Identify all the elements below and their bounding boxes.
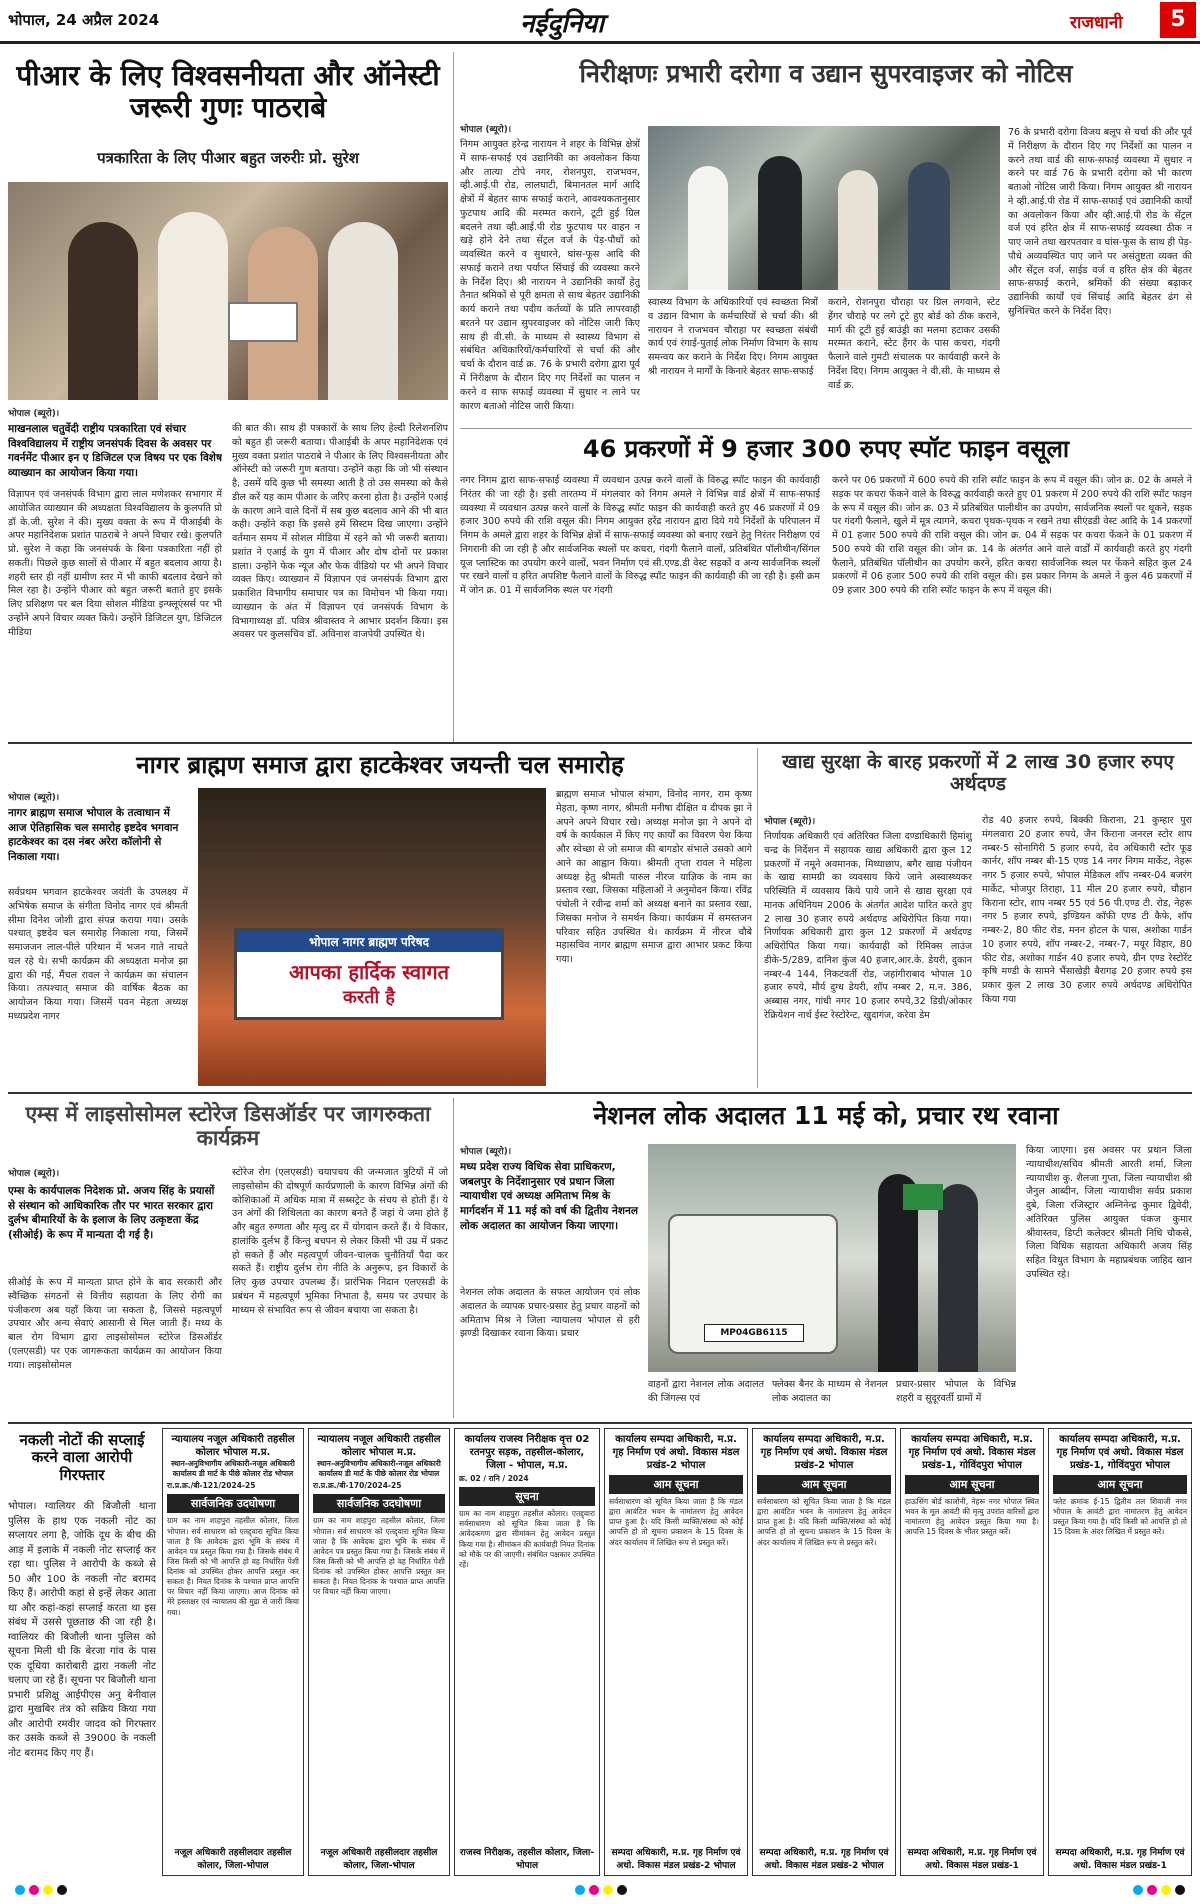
ad-body: ग्राम का नाम शाहपुरा तहसील कोलार। एतद्द्वारा सर्वसाधारण को सूचित किया जाता है कि आवेदकगण द्वारा सीमांकन हेतु आवेदन प्रस्तुत किया गया है। सीमांकन की कार्यवाही नियत दिनांक को मौके पर की जाएगी। संबंधित पक्षकार उपस्थित रहें।	[459, 1509, 595, 1569]
notice-ad-6	[900, 1428, 1044, 1876]
ad-footer: नजूल अधिकारी तहसीलदार तहसील कोलार, जिला-भोपाल	[320, 1848, 438, 1871]
ad-footer: राजस्व निरीक्षक, तहसील कोलार, जिला-भोपाल	[459, 1848, 595, 1871]
ad-header: न्यायालय नजूल अधिकारी तहसील कोलार भोपाल म.प्र.	[171, 1434, 295, 1458]
ad-ref: क्र. 02 / रानि / 2024	[459, 1474, 529, 1483]
ad-title: सार्वजनिक उदघोषणा	[167, 1494, 299, 1513]
body-text: भोपाल। ग्वालियर की बिजौली थाना पुलिस के हाथ एक नकली नोट का सप्लायर लगा है, जोकि दूध के बीच की आड़ में इलाके में नकली नोट सप्लाई कर रहा था। पुलिस ने आरोपी के कब्जे से 50 और 100 के नकली नोट बरामद किए हैं। आरोपी कहां से इन्हें लेकर आता था और कहां-कहां सप्लाई करता था इस संबंध में उससे पूछताछ की जा रही है। ग्वालियर की बिजौली थाना पुलिस को सूचना मिली थी कि बेरजा गांव के पास एक दूधिया कारोबारी द्वारा नकली नोट चलाए जा रहे हैं। सूचना पर बिजौली थाना प्रभारी प्रशिक्षु आईपीएस अनु बेनीवाल द्वारा मुखबिर तंत्र को सक्रिय किया गया और आरोपी रमवीर जादव को गिरफ्तार कर उसके कब्जे से 39000 के नकली नोट बरामद किए गए हैं।	[8, 1501, 156, 1759]
ad-header: न्यायालय नजूल अधिकारी तहसील कोलार भोपाल म.प्र.	[317, 1434, 441, 1458]
lead-text: मध्य प्रदेश राज्य विधिक सेवा प्राधिकरण, जबलपुर के निर्देशानुसार एवं प्रधान जिला न्यायाधीश एवं अध्यक्ष अमिताभ मिश्र के मार्गदर्शन में 11 मई को वर्ष की द्वितीय नेशनल लोक अदालत का आयोजन किया जाएगा।	[460, 1161, 638, 1232]
section-rule	[460, 428, 1192, 429]
ad-body: सर्वसाधारण को सूचित किया जाता है कि मंडल द्वारा आवंटित भवन के नामांतरण हेतु आवेदन प्राप्त हुआ है। यदि किसी व्यक्ति/संस्था को कोई आपत्ति हो तो सूचना प्रकाशन के 15 दिवस के अंदर कार्यालय में लिखित रूप से प्रस्तुत करें।	[609, 1497, 743, 1547]
ad-body: फ्लेट क्रमांक ई-15 द्वितीय तल शिवाजी नगर भोपाल के आवंटी द्वारा नामांतरण हेतु आवेदन प्रस्तुत किया गया है। यदि किसी को आपत्ति हो तो 15 दिवस के अंदर लिखित में प्रस्तुत करें।	[1053, 1497, 1187, 1537]
ad-title: सूचना	[459, 1487, 595, 1506]
notice-ad-7	[1048, 1428, 1192, 1876]
flag-off-photo	[648, 1144, 1016, 1372]
body-text: सर्वप्रथम भगवान हाटकेश्वर जयंती के उपलक्ष्य में अभिषेक समाज के संगीता विनोद नागर एवं श्रीमती सीमा दिनेश जोशी द्वारा संपन्न कराया गया। उसके पश्चात् इष्टदेव चल समारोह निकाला गया, जिसमें समाजजन लाल-पीले परिधान में भजन गाते नाचते चल रहे थे। सभी कार्यक्रम की अध्यक्षता मनोज झा द्वारा की गई, मैंचल रावल ने कार्यक्रम का संचालन किया। तत्पश्चात् समाज की वार्षिक बैठक का आयोजन किया गया। जिसमें पवन मेहता अध्यक्ष मध्यप्रदेश नागर	[8, 887, 188, 1022]
ad-footer: सम्पदा अधिकारी, म.प्र. गृह निर्माण एवं अधो. विकास मंडल प्रखंड-2 भोपाल	[611, 1848, 741, 1871]
body-text: स्टोरेज रोग (एलएसडी) चयापचय की जन्मजात त्रुटियों में जो लाइसोसोम की दोषपूर्ण कार्यप्रणाली के कारण विभिन्न अंगों की कोशिकाओं में अधिक मात्रा में सब्सट्रेट के संचय से होती हैं। ये उन अंगों की शिथिलता का कारण बनते हैं जहां ये जमा होते हैं और बहुत रुग्णता और मृत्यु दर में योगदान करते हैं। ये विकार, हालांकि दुर्लभ हैं किन्तु बचपन से लेकर किसी भी उम्र में प्रकट हो सकते हैं और महत्वपूर्ण जीवन-चालक चुनौतियाँ पैदा कर सकते हैं। राष्ट्रीय दुर्लभ रोग नीति के अनुरूप, इन विकारों के लिए कुछ उपचार उपलब्ध हैं। प्रारंभिक निदान एलएसडी के प्रबंधन में महत्वपूर्ण भूमिका निभाता है, समय पर उपचार के माध्यम से संभावित रूप से जीवन बचाया जा सकता है।	[232, 1167, 448, 1316]
banner-org: भोपाल नागर ब्राह्मण परिषद	[237, 931, 501, 952]
masthead: नईदुनिया	[520, 9, 604, 39]
lead-text: नागर ब्राह्मण समाज भोपाल के तत्वाधान में आज ऐतिहासिक चल समारोह इष्टदेव भगवान हाटकेश्वर का दस नंबर अरेरा कॉलोनी से निकाला गया।	[8, 807, 179, 864]
article-hatkeshwar	[8, 748, 752, 1088]
ad-title: आम सूचना	[609, 1475, 743, 1494]
headline: खाद्य सुरक्षा के बारह प्रकरणों में 2 लाख 30 हजार रुपए अर्थदण्ड	[782, 751, 1174, 795]
body-text: सीओई के रूप में मान्यता प्राप्त होने के बाद सरकारी और स्वैच्छिक संगठनों से वित्तीय सहायता के लिए रोगी का पंजीकरण अब यहाँ किया जा सकता है, जिससे महत्वपूर्ण उपचार और अन्य सेवाएं आसानी से मिल जाती हैं। मध्य के बाल रोग विभाग द्वारा लाइसोसोमल स्टोरेज डिसऑर्डर (एलएसडी) पर एक जागरूकता कार्यक्रम का आयोजन किया गया। लाइसोसोमल	[8, 1277, 222, 1371]
byline: भोपाल (ब्यूरो)।	[764, 817, 816, 827]
ad-body: सर्वसाधारण को सूचित किया जाता है कि मंडल द्वारा आवंटित भवन के नामांतरण हेतु आवेदन प्राप्त हुआ है। यदि किसी व्यक्ति/संस्था को कोई आपत्ति हो तो सूचना प्रकाशन के 15 दिवस के अंदर कार्यालय में लिखित रूप से प्रस्तुत करें।	[757, 1497, 891, 1547]
notice-ad-4	[604, 1428, 748, 1876]
ad-title: सार्वजनिक उदघोषणा	[313, 1494, 445, 1513]
headline: नागर ब्राह्मण समाज द्वारा हाटकेश्वर जयन्ती चल समारोह	[136, 751, 624, 779]
ad-footer: सम्पदा अधिकारी, म.प्र. गृह निर्माण एवं अधो. विकास मंडल प्रखंड-1	[907, 1848, 1037, 1871]
body-text: फ्लेक्स बैनर के माध्यम से नेशनल लोक अदालत का	[772, 1379, 888, 1404]
body-text: प्रचार-प्रसार भोपाल के विभिन्न शहरी व सुदूरवर्ती ग्रामों में	[896, 1379, 1016, 1404]
article-lok-adalat	[460, 1098, 1192, 1418]
byline: भोपाल (ब्यूरो)।	[460, 125, 512, 135]
ad-footer: सम्पदा अधिकारी, म.प्र. गृह निर्माण एवं अधो. विकास मंडल प्रखंड-1	[1055, 1848, 1185, 1871]
ad-ref: रा.प्र.क्र./बी-170/2024-25	[313, 1481, 402, 1491]
notice-ad-3	[454, 1428, 600, 1876]
ad-header: कार्यालय सम्पदा अधिकारी, म.प्र. गृह निर्माण एवं अधो. विकास मंडल प्रखंड-1, गोविंदपुरा भोपाल	[1056, 1434, 1184, 1471]
headline: पीआर के लिए विश्वसनीयता और ऑनेस्टी जरूरी गुणः पाठराबे	[16, 59, 440, 125]
ad-header: कार्यालय राजस्व निरीक्षक वृत्त 02 रतनपुर सड़क, तहसील-कोलार, जिला - भोपाल, म.प्र.	[464, 1434, 590, 1471]
procession-photo	[198, 788, 546, 1086]
section-rule	[8, 1422, 1192, 1424]
ad-header: कार्यालय सम्पदा अधिकारी, म.प्र. गृह निर्माण एवं अधो. विकास मंडल प्रखंड-2 भोपाल	[760, 1434, 888, 1471]
body-text: ब्राह्मण समाज भोपाल संभाग, विनोद नागर, राम कृष्ण मेहता, कृष्ण नागर, श्रीमती मनीषा दीक्षित व दीपक झा ने अपने अपने विचार रखे। अध्यक्ष मनोज झा ने अपने दो वर्ष के कार्यकाल में किए गए कार्यों का विवरण पेश किया और स्वेच्छा से जो समाज की बागडोर संभाले उसको आगे आने का आह्वान किया। श्रीमती तृप्ता रावल ने महिला अध्यक्ष हेतु श्रीमती पारुल नीरज याज्ञिक के नाम का प्रस्ताव रखा, जिसका महिलाओं ने अनुमोदन किया। रविंद्र पंचोली ने रवीन्द्र शर्मा को अध्यक्ष बनाने का प्रस्ताव रखा, जिसका मनोज ने समर्थन किया। कार्यक्रम में समस्तजन परिवार सहित उपस्थित थे। कार्यक्रम में नीरज चौबे महासचिव नागर ब्राह्मण समाज द्वारा आभार प्रकट किया गया।	[556, 789, 752, 966]
notice-ad-5	[752, 1428, 896, 1876]
article-pr	[8, 50, 448, 740]
article-aiims	[8, 1098, 448, 1418]
body-text: करने पर 06 प्रकरणों में 600 रुपये की राशि स्पॉट फाइन के रूप में वसूल की। जोन क्र. 02 के अमले ने सड़क पर कचरा फेंकने वाले के विरुद्ध कार्यवाही करते हुए 01 प्रकरण में 200 रुपये की राशि स्पॉट फाइन के रूप में वसूल की। जोन क्र. 03 में प्रतिबंधित पालीथीन का उपयोग, सार्वजनिक स्थलों पर थूकने, सड़क पर गंदगी फैलाने, खुले में मूत्र त्यागने, कचरा पृथक-पृथक न रखने तथा सीएंडडी वेस्ट आदि के 14 प्रकरणों में 01 हजार 500 रुपये की राशि वसूल की। जोन क्र. 04 में सड़क पर कचरा फेंकने के 01 प्रकरण में 500 रुपये की राशि वसूल की। जोन क्र. 14 के अंतर्गत आने वाले वार्डों में कार्यवाही करते हुए गंदगी फैलाने, प्रतिबंधित पॉलीथीन का उपयोग करने, हरित कचरा सार्वजनिक स्थल पर फेंकने सहित कुल 24 प्रकरणों में 06 हजार 500 रुपये की राशि वसूल की। इस प्रकार निगम के अमले ने कुल 46 प्रकरणों में 09 हजार 300 रुपये की राशि स्पॉट फाइन के रूप में वसूल की।	[832, 475, 1192, 597]
article-inspection	[460, 50, 1192, 425]
notice-ad-2	[308, 1428, 450, 1876]
section-rule	[8, 1092, 1192, 1094]
banner-welcome-2: करती है	[343, 987, 395, 1008]
body-text: किया जाएगा। इस अवसर पर प्रधान जिला न्यायाधीश/सचिव श्रीमती आरती शर्मा, जिला न्यायाधीश कु. शैलजा गुप्ता, जिला न्यायाधीश श्री जैनुल आब्दीन, जिला न्यायाधीश सर्वप्र प्रकाश दुबे, जिला रजिस्ट्रार अम्निनेन्द्र कुमार द्विवेदी, अतिरिक्त पुलिस आयुक्त पंकज कुमार श्रीवास्तव, डिप्टी कलेक्टर श्रीमती निधि चौकसे, जिला विधिक सहायता अधिकारी अजय सिंह सहित विधुत विभाग के महाप्रबंधक जाहिद खान उपस्थित रहे।	[1026, 1145, 1192, 1280]
ad-footer: नजूल अधिकारी तहसीलदार तहसील कोलार, जिला-भोपाल	[174, 1848, 292, 1871]
ad-title: आम सूचना	[1053, 1475, 1187, 1494]
notice-ad-1	[162, 1428, 304, 1876]
byline: भोपाल (ब्यूरो)।	[8, 1169, 60, 1179]
ad-title: आम सूचना	[905, 1475, 1039, 1494]
body-text: नेशनल लोक अदालत के सफल आयोजन एवं लोक अदालत के व्यापक प्रचार-प्रसार हेतु प्रचार वाहनों को अमिताभ मिश्र ने जिला न्यायालय भोपाल से हरी झण्डी दिखाकर रवाना किया। प्रचार	[460, 1287, 640, 1340]
ad-footer: सम्पदा अधिकारी, म.प्र. गृह निर्माण एवं अधो. विकास मंडल प्रखंड-2 भोपाल	[759, 1848, 889, 1871]
headline: नकली नोटों की सप्लाई करने वाला आरोपी गिरफ्तार	[19, 1431, 145, 1484]
inspection-photo	[648, 126, 1000, 290]
event-photo	[8, 182, 448, 400]
ad-ref: रा.प्र.क्र./बी-121/2024-25	[167, 1481, 256, 1491]
ad-subheader: स्थान-अनुविभागीय अधिकारी-नजूल अधिकारी कार्यालय डी मार्ट के पीछे कोलार रोड भोपाल	[317, 1459, 441, 1479]
article-food-safety	[764, 748, 1192, 1088]
article-spot-fine	[460, 432, 1192, 737]
welcome-banner	[234, 928, 504, 1020]
color-registration-dots	[0, 1880, 1200, 1900]
body-text: की बात की। साथ ही पत्रकारों के साथ लिए हेल्दी रिलेशनशिप को बहुत ही जरूरी बताया। पीआईबी के अपर महानिदेशक एवं मुख्य वक्ता प्रशांत पाठराबे ने पीआर के लिए विश्वसनीयता और ऑनेस्टी को जरूरी गुण बताया। उन्होंने कहा कि जो भी संस्थान है, उसमें यदि कुछ भी समस्या आती है तो उस समस्या को कैसे डील करें यह काम पीआर के जरिए करना होता है। उन्होंने एआई के कारण आने वाले दिनों में सब कुछ बदलाव आने की भी बात कही। उन्होंने कहा कि इससे हमें सिस्टम दिख जाएगा। उन्होंने वर्तमान समय में सोशल मीडिया में रहने को भी जरूरी बताया। प्रशांत ने एआई के युग में पीआर और दोष दोनों पर प्रकाश डाला। उन्होंने फेक न्यूज और फेक वीडियो पर भी अपने विचार व्यक्त किए। व्याख्यान में विज्ञापन एवं जनसंपर्क विभाग द्वारा प्रकाशित विभागीय समाचार पत्र का विमोचन भी किया गया। व्याख्यान के अंत में विज्ञापन एवं जनसंपर्क विभाग के विभागाध्यक्ष डॉ. पवित्र श्रीवास्तव ने आभार प्रदर्शन किया। इस अवसर पर कुलसचिव डॉ. अविनाश वाजपेयी उपस्थित थे।	[232, 423, 448, 641]
ad-header: कार्यालय सम्पदा अधिकारी, म.प्र. गृह निर्माण एवं अधो. विकास मंडल प्रखंड-1, गोविंदपुरा भोपाल	[908, 1434, 1036, 1471]
ad-title: आम सूचना	[757, 1475, 891, 1494]
column-divider	[453, 52, 454, 742]
byline: भोपाल (ब्यूरो)।	[8, 409, 60, 419]
byline: भोपाल (ब्यूरो)।	[8, 793, 60, 803]
ad-subheader: स्थान-अनुविभागीय अधिकारी-नजूल अधिकारी कार्यालय डी मार्ट के पीछे कोलार रोड भोपाल	[171, 1459, 295, 1479]
lead-text: माखनलाल चतुर्वेदी राष्ट्रीय पत्रकारिता एवं संचार विश्वविद्यालय में राष्ट्रीय जनसंपर्क दिवस के अवसर पर गवर्नमेंट पीआर इन ए डिजिटल एज विषय पर एक विशेष व्याख्यान का आयोजन किया गया।	[8, 423, 222, 480]
headline: एम्स में लाइसोसोमल स्टोरेज डिसऑर्डर पर जागरुकता कार्यक्रम	[25, 1102, 431, 1151]
section-rule	[8, 742, 1192, 744]
column-divider	[757, 748, 758, 1088]
body-text: नगर निगम द्वारा साफ-सफाई व्यवस्था में व्यवधान उत्पन्न करने वालों के विरुद्ध स्पॉट फाइन की कार्यवाही निरंतर की जा रही है। इसी तारतम्य में मंगलवार को निगम अमले ने विभिन्न वार्ड क्षेत्रों में साफ-सफाई व्यवस्था में व्यवधान उत्पन्न करने वालों के विरुद्ध स्पॉट फाइन की कार्यवाही करते हुए 46 प्रकरणों में 09 हजार 300 रुपये की राशि वसूल की। निगम आयुक्त हरेंद्र नारायन द्वारा दिये गये निर्देशों के परिपालन में निगम के अमले द्वारा शहर के विभिन्न क्षेत्रों में साफ-सफाई व्यवस्था को बनाए रखने हेतु निरंतर निरीक्षण एवं निगरानी की जा रही है और सार्वजनिक स्थलों पर कचरा, गंदगी फैलाने वालों, प्रतिबंधित पॉलीथीन/सिंगल यूज प्लास्टिक का उपयोग करने वालों, भवन निर्माण एवं सी.एण्ड.डी वेस्ट सड़कों व अन्य सार्वजनिक स्थलों पर रखने वालों व हरित अपशिष्ट फैलाने वालों के विरुद्ध स्पॉट फाइन की कार्यवाही की जा रही है। इसी क्रम में जोन क्र. 01 में सार्वजनिक स्थल पर गंदगी	[460, 475, 820, 597]
body-text: 76 के प्रभारी दरोगा विजय बलूप से चर्चा की और पूर्व में निरीक्षण के दौरान दिए गए निर्देशों का पालन न करने तथा वार्ड की साफ-सफाई व्यवस्था में सुधार न करने पर वार्ड 76 के प्रभारी दरोगा को भी कारण बताओ नोटिस जारी किया। निगम आयुक्त श्री नारायन ने व्ही.आई.पी रोड में साफ-सफाई एवं उद्यानिकी कार्यों का अवलोकन किया और व्ही.आई.पी रोड के सेंट्रल वर्ज एवं हरित क्षेत्र में साफ-सफाई व्यवस्था ठीक न पाए जाने तथा खरपतवार व घांस-फूस के साथ ही पेड़-पौधे अव्यवस्थित पाए जाने पर असंतुष्टता व्यक्त की और सेंट्रल वर्ज, साईड वर्ज व हरित क्षेत्र की बेहतर साफ-सफाई कराने, श्रमिकों की संख्या बढ़ाकर उद्यानिकी कार्यों एवं सिंचाई आदि बेहतर ढंग से सुनिश्चित करने के निर्देश दिए।	[1008, 127, 1192, 317]
lead-text: एम्स के कार्यपालक निदेशक प्रो. अजय सिंह के प्रयासों से संस्थान को आधिकारिक तौर पर भारत सरकार द्वारा दुर्लभ बीमारियों के के इलाज के लिए उत्कृष्टता केंद्र (सीओई) के रूप में मान्यता दी गई है।	[8, 1185, 215, 1242]
vehicle-plate: MP04GB6115	[704, 1324, 804, 1342]
body-text: विज्ञापन एवं जनसंपर्क विभाग द्वारा लाल मणेशकर सभागार में आयोजित व्याख्यान की अध्यक्षता विश्वविद्यालय के कुलपति प्रो डॉ के.जी. सुरेश ने की। मुख्य वक्ता के रूप में पीआईबी के अपर महानिदेशक प्रशांत पाठराबे ने अपने विचार रखे। कुलपति प्रो. सुरेश ने कहा कि जनसंपर्क के बिना पत्रकारिता नहीं हो सकती। पिछले कुछ सालों से पीआर में बहुत बदलाव आया है। शहरी स्तर ही नहीं ग्रामीण स्तर में भी काफी बदलाव देखने को मिल रहा है। उन्होंने पीआर को बहुत जरूरी बताते हुए इसके लिए प्रशिक्षण पर बल दिया सोशल मीडिया इन्फ्लूएंसर्स पर भी उन्होंने अपने विचार व्यक्त किये। उन्होंने डिजिटल युग, डिजिटल मीडिया	[8, 489, 222, 638]
section-name: राजधानी	[1070, 13, 1123, 33]
page-number: 5	[1160, 2, 1196, 38]
banner-welcome: आपका हार्दिक स्वागत	[289, 960, 449, 984]
headline: नेशनल लोक अदालत 11 मई को, प्रचार रथ रवाना	[593, 1101, 1059, 1130]
subheadline: पत्रकारिता के लिए पीआर बहुत जरुरीः प्रो. सुरेश	[97, 149, 359, 167]
ad-body: हाऊसिंग बोर्ड कालोनी, नेहरू नगर भोपाल स्थित भवन के मूल आवंटी की मृत्यु उपरांत वारिसों द्वारा नामांतरण हेतु आवेदन प्रस्तुत किया गया है। आपत्ति 15 दिवस के भीतर प्रस्तुत करें।	[905, 1497, 1039, 1537]
edition-date: भोपाल, 24 अप्रैल 2024	[8, 11, 160, 29]
byline: भोपाल (ब्यूरो)।	[460, 1147, 512, 1157]
ad-header: कार्यालय सम्पदा अधिकारी, म.प्र. गृह निर्माण एवं अधो. विकास मंडल प्रखंड-2 भोपाल	[612, 1434, 740, 1471]
page-header	[0, 0, 1200, 44]
article-fake-notes	[8, 1428, 156, 1878]
ad-body: ग्राम का नाम शाहपुरा तहसील कोलार, जिला भोपाल। सर्व साधारण को एतद्द्वारा सूचित किया जाता है कि आवेदक द्वारा भूमि के संबंध में आवेदन पत्र प्रस्तुत किया गया है। जिसके संबंध में जिस किसी को भी आपत्ति हो वह निर्धारित पेशी दिनांक को उपस्थित होकर आपत्ति प्रस्तुत कर सकता है। नियत दिनांक के पश्चात प्राप्त आपत्ति पर विचार नहीं किया जाएगा। आज दिनांक को मेरे हस्ताक्षर एवं न्यायालय की मुद्रा से जारी किया गया।	[167, 1516, 299, 1617]
body-text: कराने, रोशनपुरा चौराहा पर ग्रिल लगवाने, स्टेट हेंगर चौराहे पर लगे टूटे हुए बोर्ड को ठीक कराने, मार्ग की टूटी हुई बाउंड्री का मलमा हटाकर उसकी मरम्मत कराने, स्टेट हैंगर के पास कचरा, गंदगी फैलाने वाले गुमटी संचालक पर कार्यवाही करने के निर्देश दिए। निगम आयुक्त ने वी.सी. के माध्यम से वार्ड क्र.	[828, 297, 1000, 391]
body-text: निगम आयुक्त हरेन्द्र नारायन ने शहर के विभिन्न क्षेत्रों में साफ-सफाई एवं उद्यानिकी का अवलोकन किया और तात्या टोपे नगर, रोशनपुरा, राजभवन, व्ही.आई.पी रोड, लालघाटी, बिमानतल मार्ग आदि क्षेत्रों में बेहतर साफ सफाई कराने, आवश्यकतानुसार फुटपाथ आदि की मरम्मत कराने, टूटी हुई ग्रिल बदलने तथा व्ही.आई.पी रोड फुटपाथ पर वाहन न खड़े होने देने तथा सेंट्रल वर्ज के पेड़-पौधों को व्यवस्थित करने व सुधारने, घांस-फूस आदि की सफाई कराने तथा पर्याप्त सिंचाई की व्यवस्था करने के निर्देश दिए। श्री नारायन ने उद्यानिकी कार्यों हेतु तैनात श्रमिकों से पूरी क्षमता से साथ बेहतर उद्यानिकी कार्य कराने तथा पदीय कर्तव्यों के प्रति लापरवाही बरतने पर उद्यान सुपरवाइजर को नोटिस जारी किए साथ ही वी.सी. के माध्यम से स्वास्थ्य विभाग से संबंधित अधिकारियों/कर्मचारियों से चर्चा की और चर्चा के दौरान वार्ड क्र. 76 के प्रभारी दरोगा द्वारा पूर्व में निरीक्षण के दौरान दिए गए निर्देशों का पालन न करने व साफ सफाई व्यवस्था में सुधार न लाने पर कारण बताओ नोटिस जारी किया।	[460, 139, 640, 412]
body-text: वाहनों द्वारा नेशनल लोक अदालत की जिंगल्स एवं	[648, 1379, 764, 1404]
headline: 46 प्रकरणों में 9 हजार 300 रुपए स्पॉट फाइन वसूला	[582, 435, 1070, 463]
headline: निरीक्षणः प्रभारी दरोगा व उद्यान सुपरवाइजर को नोटिस	[579, 59, 1073, 88]
registration-marks	[0, 1880, 1200, 1900]
body-text: निर्णायक अधिकारी एवं अतिरिक्त जिला दण्डाधिकारी हिमांशु चन्द्र के निर्देशन में सहायक खाद्य अधिकारी द्वारा कुल 12 प्रकरणों में नमूने अवमानक, मिथ्याछाप, बगैर खाद्य पंजीयन के खाद्य सामग्री का व्यवसाय किये जाने अस्वास्थ्यकर परिस्थिति में व्यवसाय किये पाये जाने से खाद्य सुरक्षा एवं मानक अधिनियम 2006 के अंतर्गत आदेश पारित करते हुए 2 लाख 30 हजार रुपये अर्थदण्ड अधिरोपित किया गया। निर्णायक अधिकारी द्वारा कुल 12 प्रकरणों में अर्थदण्ड अधिरोपित किया गया। कार्यवाही को रिमिक्स लाउंज डीके-5/289, दानिश कुंज 40 हजार,आर.के. डेयरी, दुकान नम्बर-4 144, निकटवर्ती रोड, जहांगीराबाद भोपाल 10 हजार रुपये, मौर्य दुग्ध डेयरी, शॉप नम्बर 2, म.न. 386, अब्बास नगर, गांधी नगर 10 हजार रुपये,32 डिग्री/ओकार रेक्रियेशन नार्थ ईस्ट रेस्टोरेन्ट, खुदागंज, करेवा डेम	[764, 831, 972, 1021]
body-text: स्वास्थ्य विभाग के अधिकारियों एवं स्वच्छता मित्रों व उद्यान विभाग के कर्मचारियों से चर्चा की। श्री नारायन ने राजभवन चौराहा पर स्वच्छता संबंधी कार्य एवं रंगाई-पुताई लोक निर्माण विभाग के साथ समन्वय कर कराने के निर्देश दिए। निगम आयुक्त श्री नारायन ने मार्गों के किनारे बेहतर साफ-सफाई	[648, 297, 818, 377]
column-divider	[453, 1098, 454, 1418]
ad-body: ग्राम का नाम शाहपुरा तहसील कोलार, जिला भोपाल। सर्व साधारण को एतद्द्वारा सूचित किया जाता है कि आवेदक द्वारा भूमि के संबंध में आवेदन पत्र प्रस्तुत किया गया है। जिसके संबंध में जिस किसी को भी आपत्ति हो वह निर्धारित पेशी दिनांक को उपस्थित होकर आपत्ति प्रस्तुत कर सकता है। नियत दिनांक के पश्चात प्राप्त आपत्ति पर विचार नहीं किया जाएगा।	[313, 1516, 445, 1597]
body-text: रोड 40 हजार रुपये, बिक्की किराना, 21 कुम्हार पुरा मंगलवारा 20 हजार रुपये, जैन किराना जनरल स्टोर शाप नम्बर-5 सोनागिरी 5 हजार रुपये, देव अधिकारी स्टोर फूड कार्नर, शॉप नम्बर बी-15 एण्ड 14 नगर निगम मार्केट, नेहरू नगर 5 हजार रुपये, भोपाल मेडिकल शॉप नम्बर-04 बजरंग मार्केट, भोजपुर तिराहा, 11 मील 20 हजार रुपये, चौहान किराना स्टोर, शाप नम्बर 55 एवं 56 पी.एण्ड टी. रोड, नेहरू नगर 5 हजार रुपये, इण्डियन कॉफी एण्ड टी कैफे, शॉप नम्बर-2, 80 फीट रोड, मनन होटल के पास, अशोका गार्डन 10 हजार रुपये, शॉप नम्बर-2, नम्बर-7, मयूर विहार, 80 फीट रोड, अशोका गार्डन 40 हजार रुपये, ग्रीन एण्ड रेस्टोरेंट कृषि मण्डी के सामने भैंसाखेड़ी बैरागढ़ 20 हजार रुपये इस प्रकार कुल 2 लाख 30 हजार रुपये अर्थदण्ड अधिरोपित किया गया	[982, 815, 1192, 1005]
